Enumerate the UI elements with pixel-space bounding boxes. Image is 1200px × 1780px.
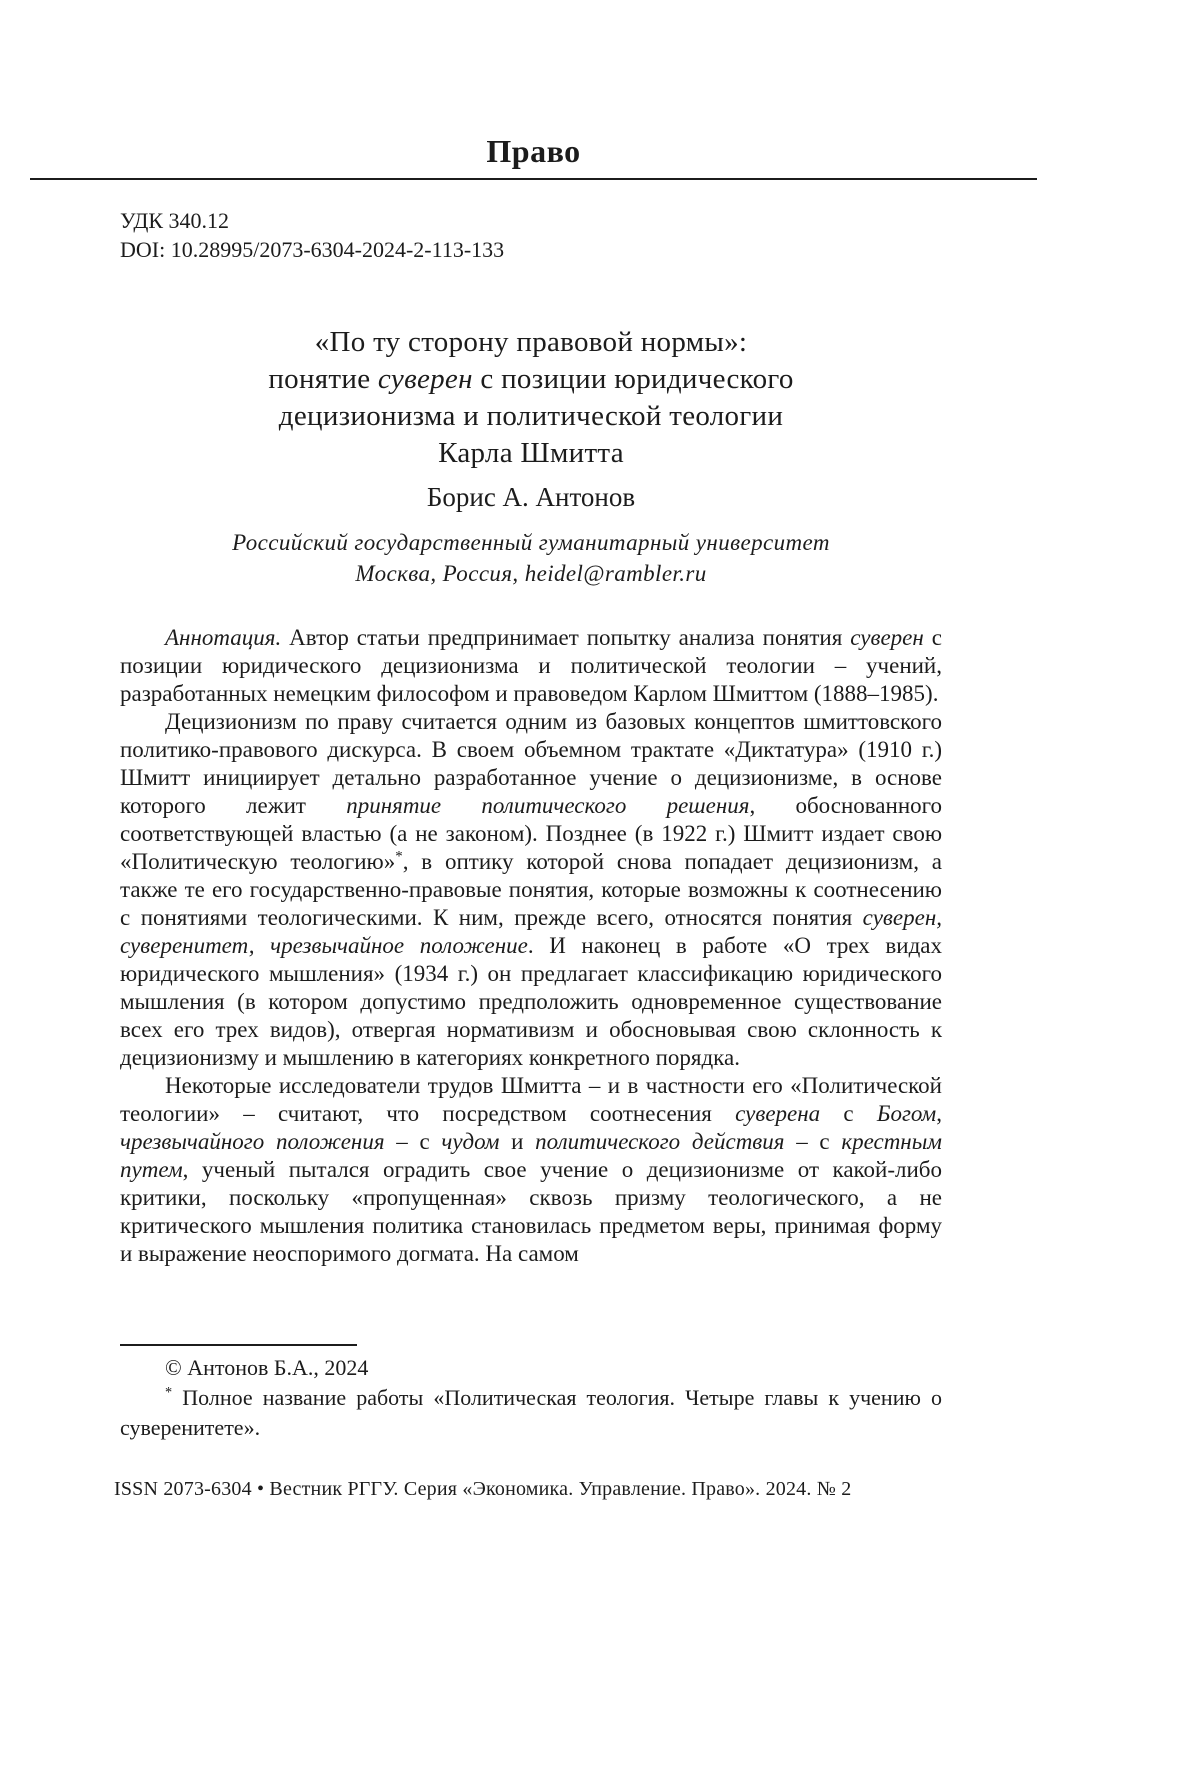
footnote-text: * Полное название работы «Политическая теология. Четыре главы к учению о суверенитете». [120,1384,942,1440]
doi-code: DOI: 10.28995/2073-6304-2024-2-113-133 [120,237,505,262]
author-affiliation: Российский государственный гуманитарный университет [232,530,830,555]
author-name: Борис А. Антонов [426,482,636,512]
abstract-paragraph: Аннотация. Автор статьи предпринимает попытку анализа понятия суверен с позиции юридического децизионизма и политической теологии – учений, разработанных немецким философом и правоведом Карлом Шмиттом (1888–1985). [120,625,942,706]
section-title: Право [486,133,581,169]
journal-footer: ISSN 2073-6304 • Вестник РГГУ. Серия «Экономика. Управление. Право». 2024. № 2 [114,1478,852,1500]
header-rule [30,178,1037,180]
udc-code: УДК 340.12 [120,208,230,233]
copyright-line: © Антонов Б.А., 2024 [165,1355,369,1380]
footnote-block [120,1344,942,1443]
article-title-line: понятие суверен с позиции юридического [268,363,794,395]
article-body [120,624,942,1268]
author-location-email: Москва, Россия, heidel@rambler.ru [355,561,707,586]
article-title-line: «По ту сторону правовой нормы»: [314,326,748,358]
article-title-line: децизионизма и политической теологии [278,400,784,432]
body-paragraph: Децизионизм по праву считается одним из базовых концептов шмиттовского политико-правового дискурса. В своем объемном трактате «Диктатура» (1910 г.) Шмитт инициирует детально разработанное учение о децизионизме, в основе которого лежит принятие политического решения, обоснованного соответствующей властью (а не законом). Позднее (в 1922 г.) Шмитт издает свою «Политическую теологию»*, в оптику которой снова попадает децизионизм, а также те его государственно-правовые понятия, которые возможны к соотнесению с понятиями теологическими. К ним, прежде всего, относятся понятия суверен, суверенитет, чрезвычайное положение. И наконец в работе «О трех видах юридического мышления» (1934 г.) он предлагает классификацию юридического мышления (в котором допустимо предположить одновременное существование всех его трех видов), отвергая нормативизм и обосновывая свою склонность к децизионизму и мышлению в категориях конкретного порядка. [120,709,942,1070]
author-affiliation-block [120,527,942,589]
body-paragraph: Некоторые исследователи трудов Шмитта – и в частности его «Политической теологии» – считают, что посредством соотнесения суверена с Богом, чрезвычайного положения – с чудом и политического действия – с крестным путем, ученый пытался оградить свое учение о децизионизме от какой-либо критики, поскольку «пропущенная» сквозь призму теологического, а не критического мышления политика становилась предметом веры, принимая форму и выражение неоспоримого догмата. На самом [120,1073,942,1266]
article-meta [120,206,942,264]
footnote-rule [120,1344,357,1346]
article-title-line: Карла Шмитта [438,437,624,469]
article-title [120,324,942,472]
